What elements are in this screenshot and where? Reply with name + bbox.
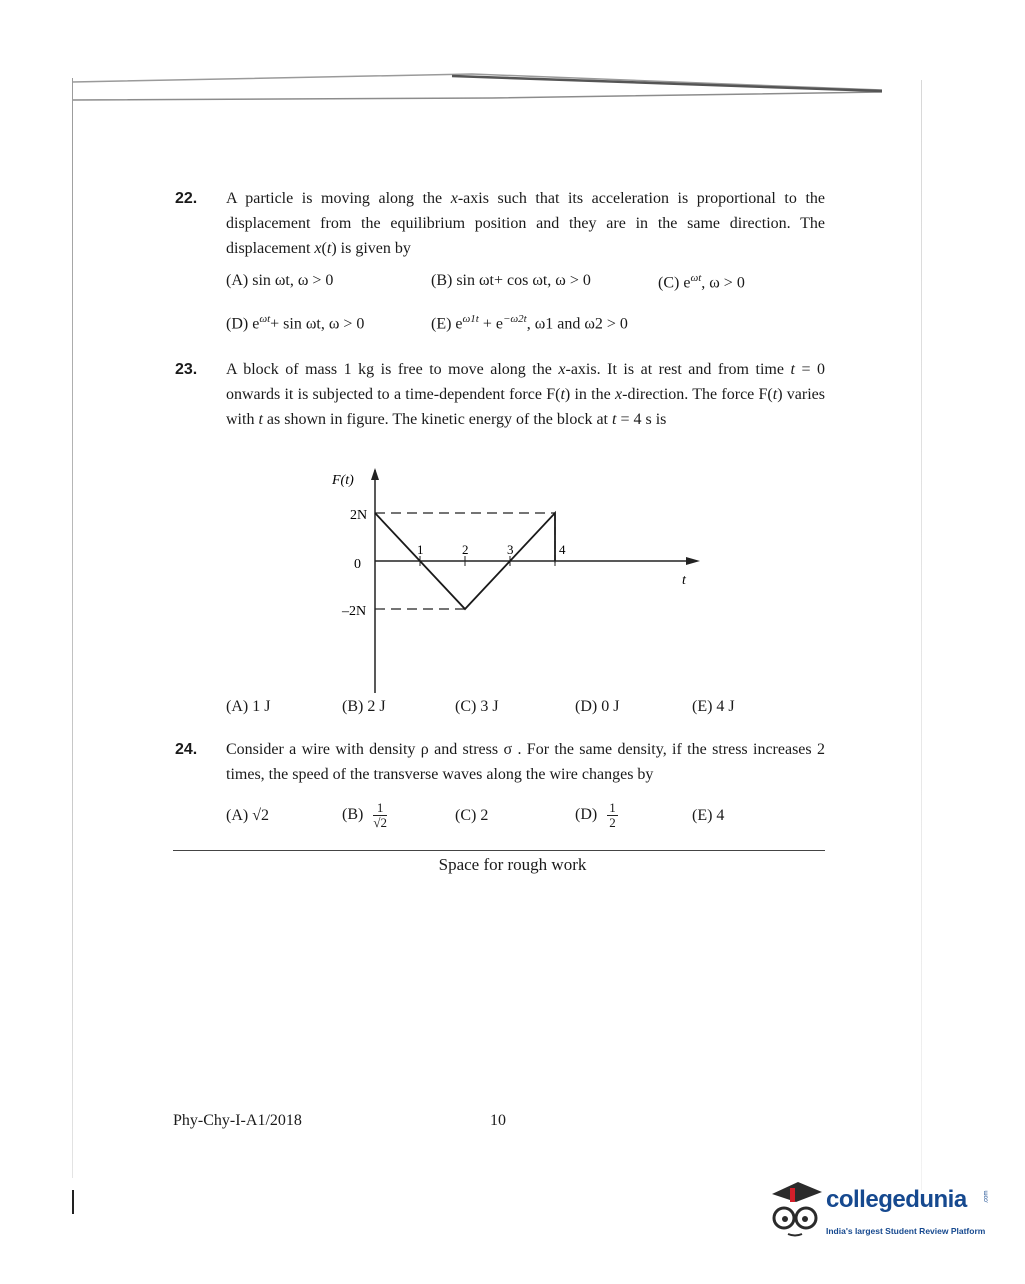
collegedunia-logo[interactable] [768, 1180, 1000, 1240]
page-top-edge [72, 70, 882, 110]
page-left-edge [72, 78, 73, 1178]
question-text: Consider a wire with density ρ and stress σ . For the same density, if the stress increases 2 times, the speed of the transverse waves along the wire changes by [226, 741, 825, 783]
force-time-graph [320, 458, 720, 698]
y-axis-arrow [371, 468, 379, 480]
x-tick-label-1: 1 [417, 542, 424, 557]
page-number: 10 [490, 1112, 506, 1129]
rough-work-label: Space for rough work [438, 855, 587, 874]
fraction-one-over-root2: $\frac{1}{√2}$ [373, 800, 387, 830]
x-tick-label-4: 4 [559, 542, 566, 557]
question-number: 23. [175, 361, 198, 378]
question-number: 22. [175, 190, 198, 207]
logo-wordmark: collegedunia [826, 1186, 967, 1213]
x-axis-label: t [682, 573, 686, 588]
q23-option-e[interactable]: (E) 4 J [692, 698, 735, 715]
y-axis-label: F(t) [332, 473, 354, 488]
q24-option-c[interactable]: (C) 2 [455, 807, 489, 824]
paper-code: Phy-Chy-I-A1/2018 [173, 1112, 302, 1129]
question-number: 24. [175, 741, 198, 758]
section-divider [173, 850, 825, 851]
x-tick-label-2: 2 [462, 542, 469, 557]
question-23 [175, 357, 825, 432]
q23-option-b[interactable]: (B) 2 J [342, 698, 386, 715]
page-right-edge [921, 80, 922, 1190]
q22-option-b[interactable]: (B) sin ωt+ cos ωt, ω > 0 [431, 272, 591, 289]
x-tick-label-3: 3 [507, 542, 514, 557]
logo-tagline: India's largest Student Review Platform [826, 1226, 986, 1236]
x-axis-arrow [686, 557, 700, 565]
question-text: A block of mass 1 kg is free to move along the x-axis. It is at rest and from time t = 0 onwards it is subjected to a time-dependent force F(t) in the x-direction. The force F(t) varies with t as shown in figure. The kinetic energy of the block at t = 4 s is [226, 361, 826, 428]
question-24 [175, 737, 825, 787]
logo-suffix: .com [983, 1190, 990, 1204]
q24-option-b[interactable]: (B) $\frac{1}{√2}$ [342, 800, 387, 830]
q23-option-d[interactable]: (D) 0 J [575, 698, 620, 715]
logo-mascot-icon [768, 1180, 824, 1238]
question-text: A particle is moving along the x-axis such that its acceleration is proportional to the displacement from the equilibrium position and they are in the same direction. The displacement x(t) is given by [226, 190, 825, 257]
q22-option-d[interactable]: (D) $e^{\omega t}+ \sin \omega t$, ω > 0 [226, 313, 365, 333]
q24-option-d[interactable]: (D) $\frac{1}{2}$ [575, 800, 616, 830]
q23-option-c[interactable]: (C) 3 J [455, 698, 499, 715]
question-22 [175, 186, 825, 261]
q22-option-a[interactable]: (A) sin ωt, ω > 0 [226, 272, 334, 289]
q23-option-a[interactable]: (A) 1 J [226, 698, 271, 715]
q24-option-a[interactable]: (A) √2 [226, 807, 269, 824]
tick-label-2n: 2N [350, 508, 368, 523]
fraction-one-half: $\frac{1}{2}$ [609, 800, 616, 830]
tick-label-0: 0 [354, 557, 361, 572]
tick-label-neg2n: –2N [342, 604, 367, 619]
q22-option-e[interactable]: (E) $e^{\omega 1t} + e^{-\omega 2t}$, ω1 and ω2 > 0 [431, 313, 628, 333]
q22-option-c[interactable]: (C) $e^{\omega t}$, ω > 0 [658, 272, 745, 292]
text-cursor-mark [72, 1190, 74, 1214]
q24-option-e[interactable]: (E) 4 [692, 807, 725, 824]
